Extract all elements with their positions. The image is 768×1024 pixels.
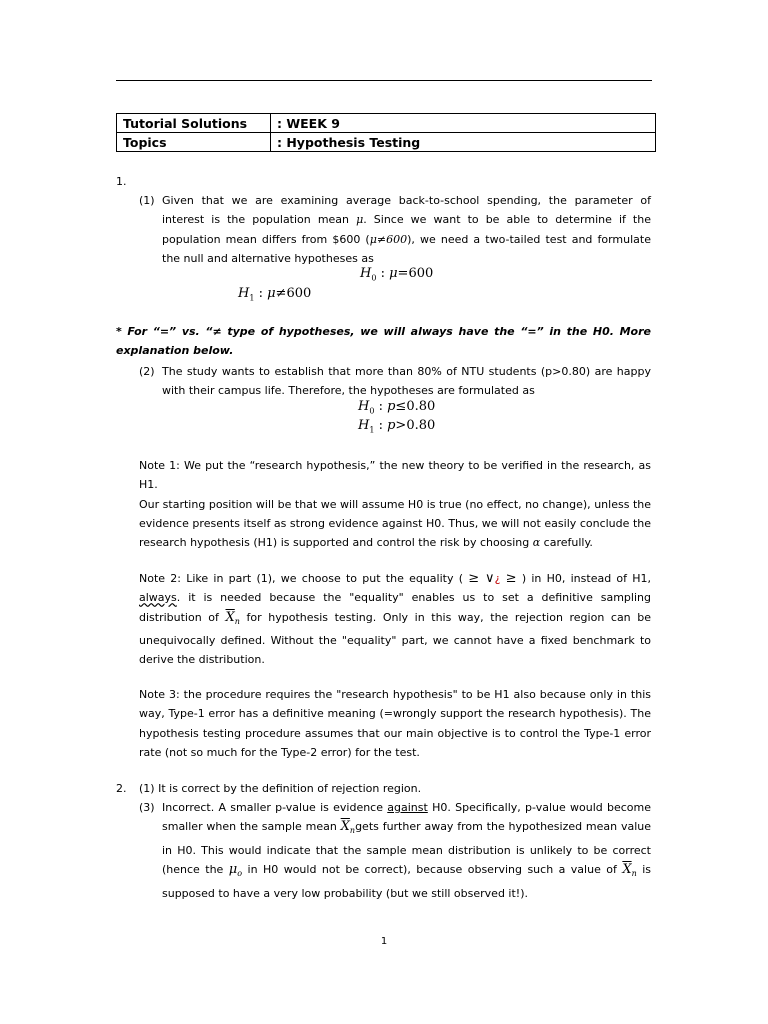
question-2-part-3-text: Incorrect. A smaller p-value is evidence against H0. Specifically, p-value would become smaller when the sample mean $\overline{X}_ngets$ further away from the hypothesized mean value in H0. This would indicate that the sample mean distribution is unlikely to be correct (hence the $\mu_o$ in H0 would not be correct), because observing such a value of $\overline{X}_n$ is supposed to have a very low probability (but we still observed it!). [162, 801, 652, 900]
question-1-part-2-text: The study wants to establish that more than 80% of NTU students (p>0.80) are happy with their campus life. Therefore, the hypotheses are formulated as [162, 365, 651, 398]
h1-equation: $H_1$ : μ≠600 [238, 286, 312, 303]
item-label: (3) [139, 801, 155, 814]
question-2-part-1-text: (1) It is correct by the definition of rejection region. [139, 782, 422, 795]
header-cell: Tutorial Solutions [117, 114, 271, 133]
page-number: 1 [380, 936, 388, 947]
item-label: (2) [139, 365, 155, 378]
question-number: 2. [116, 782, 127, 795]
question-1-part-1-text: Given that we are examining average back-to-school spending, the parameter of interest is the population mean μ. Since we want to be able to determine if the population mean differs from $600 (μ≠600), we need a two-tailed test and formulate the null and alternative hypotheses as [162, 194, 651, 265]
h0-equation-2: $H_0$ : p≤0.80 [358, 399, 436, 416]
note-1: Note 1: We put the “research hypothesis,” the new theory to be verified in the research, as H1. Our starting position will be that we will assume H0 is true (no effect, no change), unless the evidence presents itself as strong evidence against H0. Thus, we will not easily conclude the research hypothesis (H1) is supported and control the risk by choosing α carefully. [139, 459, 651, 550]
bold-note: * For “=” vs. “≠ type of hypotheses, we will always have the “=” in the H0. More explanation below. [116, 325, 651, 358]
note-3: Note 3: the procedure requires the "research hypothesis" to be H1 also because only in this way, Type-1 error has a definitive meaning (=wrongly support the research hypothesis). The hypothesis testing procedure assumes that our main objective is to control the Type-1 error rate (not so much for the Type-2 error) for the test. [139, 688, 651, 759]
header-cell: : Hypothesis Testing [271, 133, 656, 152]
question-number: 1. [116, 175, 127, 188]
header-cell: Topics [117, 133, 271, 152]
item-label: (1) [139, 194, 155, 207]
header-cell: : WEEK 9 [271, 114, 656, 133]
note-2: Note 2: Like in part (1), we choose to put the equality ( ≥ ∨¿ ≥ ) in H0, instead of H1, always. it is needed because the "equality" enables us to set a definitive sampling distribution of $\overline{X}_n$ for hypothesis testing. Only in this way, the rejection region can be unequivocally defined. Without the "equality" part, we cannot have a fixed benchmark to derive the distribution. [139, 571, 652, 667]
h1-equation-2: $H_1$ : p>0.80 [358, 418, 436, 435]
header-table [116, 113, 656, 152]
top-rule [116, 80, 652, 81]
h0-equation: $H_0$ : μ=600 [360, 266, 434, 283]
